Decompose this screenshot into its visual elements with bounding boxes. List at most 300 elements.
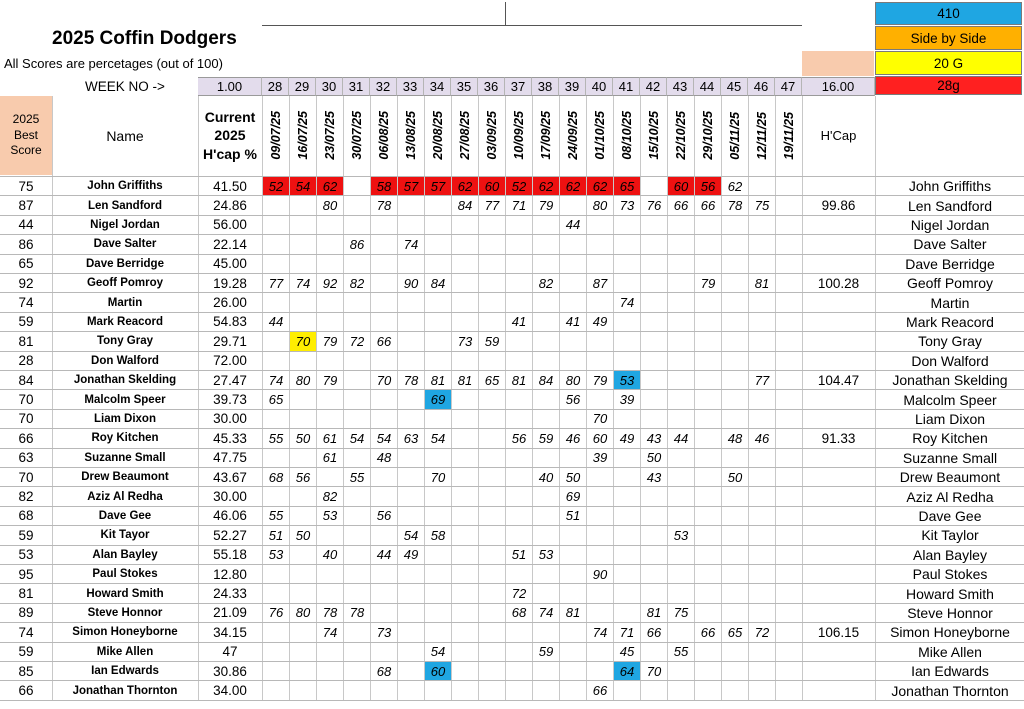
score-cell[interactable]	[560, 196, 586, 214]
score-cell[interactable]	[452, 565, 478, 583]
week-number[interactable]: 42	[640, 77, 667, 96]
score-cell[interactable]	[776, 177, 802, 195]
score-cell[interactable]	[560, 449, 586, 467]
score-cell[interactable]: 74	[295, 275, 311, 291]
player-name-right-cell[interactable]: Mark Reacord	[906, 313, 994, 330]
score-cell[interactable]	[371, 216, 397, 234]
score-cell[interactable]: 78	[322, 605, 338, 621]
current-hcap-cell[interactable]: 47	[222, 644, 238, 660]
score-cell[interactable]	[614, 487, 640, 505]
current-hcap-cell[interactable]: 47.75	[213, 450, 247, 466]
score-cell[interactable]: 77	[754, 372, 770, 388]
score-cell[interactable]	[344, 546, 370, 564]
score-cell[interactable]: 78	[727, 198, 743, 214]
score-cell[interactable]	[749, 546, 775, 564]
score-cell[interactable]: 66	[592, 683, 608, 699]
score-cell[interactable]: 56	[295, 469, 311, 485]
score-cell[interactable]	[641, 235, 667, 253]
current-hcap-cell[interactable]: 55.18	[213, 547, 247, 563]
score-cell[interactable]	[479, 352, 505, 370]
score-cell[interactable]	[317, 584, 343, 602]
score-cell[interactable]	[479, 313, 505, 331]
week-number[interactable]: 33	[397, 77, 424, 96]
score-cell[interactable]	[587, 255, 613, 273]
score-cell[interactable]	[749, 332, 775, 350]
score-cell[interactable]	[641, 216, 667, 234]
score-cell[interactable]	[722, 546, 748, 564]
score-cell[interactable]	[425, 449, 451, 467]
score-cell[interactable]	[398, 584, 424, 602]
score-cell[interactable]	[479, 662, 505, 680]
score-cell[interactable]: 68	[268, 469, 284, 485]
score-cell[interactable]	[695, 410, 721, 428]
score-cell[interactable]: 49	[403, 547, 419, 563]
score-cell[interactable]	[398, 507, 424, 525]
score-cell[interactable]	[533, 255, 559, 273]
player-name-right-cell[interactable]: Dave Gee	[918, 507, 982, 524]
week-number[interactable]: 43	[667, 77, 694, 96]
score-cell[interactable]	[722, 410, 748, 428]
score-cell[interactable]: 82	[349, 275, 365, 291]
score-cell[interactable]	[371, 313, 397, 331]
player-name-right-cell[interactable]: Martin	[930, 294, 970, 311]
hcap-total-cell[interactable]: 100.28	[817, 275, 860, 291]
score-cell[interactable]	[533, 390, 559, 408]
score-cell[interactable]	[506, 255, 532, 273]
score-cell[interactable]	[776, 681, 802, 699]
score-cell[interactable]: 62	[317, 177, 343, 195]
score-cell[interactable]: 81	[457, 372, 473, 388]
score-cell[interactable]	[290, 196, 316, 214]
score-cell[interactable]	[479, 507, 505, 525]
score-cell[interactable]	[749, 352, 775, 370]
week-current[interactable]: 1.00	[198, 77, 262, 96]
player-name-cell[interactable]: Alan Bayley	[92, 548, 158, 561]
best-score-cell[interactable]: 75	[18, 178, 34, 194]
player-name-cell[interactable]: Ian Edwards	[91, 665, 159, 678]
score-cell[interactable]	[506, 449, 532, 467]
score-cell[interactable]	[344, 662, 370, 680]
score-cell[interactable]	[344, 255, 370, 273]
score-cell[interactable]	[641, 565, 667, 583]
score-cell[interactable]	[695, 507, 721, 525]
score-cell[interactable]: 74	[619, 295, 635, 311]
score-cell[interactable]: 76	[268, 605, 284, 621]
score-cell[interactable]	[695, 604, 721, 622]
best-score-cell[interactable]: 70	[18, 469, 34, 485]
score-cell[interactable]	[614, 526, 640, 544]
current-hcap-cell[interactable]: 19.28	[213, 275, 247, 291]
week-number[interactable]: 34	[424, 77, 451, 96]
score-cell[interactable]	[749, 177, 775, 195]
score-cell[interactable]: 51	[268, 527, 284, 543]
score-cell[interactable]	[290, 623, 316, 641]
score-cell[interactable]	[776, 643, 802, 661]
hcap-total-cell[interactable]	[803, 332, 874, 350]
score-cell[interactable]	[263, 255, 289, 273]
score-cell[interactable]: 49	[619, 430, 635, 446]
score-cell[interactable]	[479, 643, 505, 661]
hcap-total-cell[interactable]	[803, 352, 874, 370]
score-cell[interactable]	[506, 526, 532, 544]
score-cell[interactable]: 71	[511, 198, 527, 214]
score-cell[interactable]	[425, 584, 451, 602]
score-cell[interactable]	[290, 410, 316, 428]
score-cell[interactable]: 74	[592, 624, 608, 640]
player-name-cell[interactable]: Dave Gee	[98, 509, 152, 522]
hcap-total-cell[interactable]: 106.15	[817, 624, 860, 640]
score-cell[interactable]	[533, 352, 559, 370]
week-number[interactable]: 37	[505, 77, 532, 96]
score-cell[interactable]	[695, 371, 721, 389]
score-cell[interactable]	[290, 255, 316, 273]
score-cell[interactable]	[587, 332, 613, 350]
score-cell[interactable]	[560, 584, 586, 602]
score-cell[interactable]	[290, 565, 316, 583]
score-cell[interactable]	[452, 390, 478, 408]
score-cell[interactable]	[344, 584, 370, 602]
score-cell[interactable]	[749, 390, 775, 408]
score-cell[interactable]	[614, 546, 640, 564]
score-cell[interactable]	[479, 565, 505, 583]
score-cell[interactable]	[479, 255, 505, 273]
score-cell[interactable]	[425, 255, 451, 273]
player-name-cell[interactable]: Len Sandford	[87, 199, 163, 212]
score-cell[interactable]: 58	[430, 527, 446, 543]
score-cell[interactable]	[371, 410, 397, 428]
score-cell[interactable]: 45	[619, 644, 635, 660]
score-cell[interactable]: 63	[403, 430, 419, 446]
score-cell[interactable]	[776, 429, 802, 447]
score-cell[interactable]	[425, 352, 451, 370]
hcap-total-cell[interactable]	[803, 313, 874, 331]
week-number[interactable]: 44	[694, 77, 721, 96]
score-cell[interactable]: 86	[349, 236, 365, 252]
score-cell[interactable]	[317, 662, 343, 680]
score-cell[interactable]	[506, 274, 532, 292]
hcap-total-cell[interactable]	[803, 604, 874, 622]
hcap-total-cell[interactable]	[803, 526, 874, 544]
score-cell[interactable]	[425, 410, 451, 428]
player-name-cell[interactable]: Mark Reacord	[86, 315, 164, 328]
player-name-cell[interactable]: Martin	[107, 296, 143, 309]
current-hcap-cell[interactable]: 39.73	[213, 392, 247, 408]
score-cell[interactable]	[452, 643, 478, 661]
player-name-cell[interactable]: Howard Smith	[86, 587, 164, 600]
best-score-cell[interactable]: 70	[18, 392, 34, 408]
score-cell[interactable]: 48	[376, 450, 392, 466]
score-cell[interactable]: 66	[673, 198, 689, 214]
score-cell[interactable]: 80	[592, 198, 608, 214]
week-number[interactable]: 31	[343, 77, 370, 96]
score-cell[interactable]	[398, 468, 424, 486]
score-cell[interactable]	[533, 526, 559, 544]
score-cell[interactable]	[506, 662, 532, 680]
player-name-cell[interactable]: Liam Dixon	[94, 412, 156, 425]
score-cell[interactable]	[317, 255, 343, 273]
score-cell[interactable]	[776, 255, 802, 273]
score-cell[interactable]	[668, 274, 694, 292]
score-cell[interactable]: 48	[727, 430, 743, 446]
score-cell[interactable]	[452, 449, 478, 467]
current-hcap-cell[interactable]: 34.00	[213, 683, 247, 699]
best-score-cell[interactable]: 66	[18, 430, 34, 446]
score-cell[interactable]	[695, 255, 721, 273]
score-cell[interactable]	[695, 216, 721, 234]
score-cell[interactable]	[479, 623, 505, 641]
score-cell[interactable]	[560, 526, 586, 544]
score-cell[interactable]	[587, 390, 613, 408]
score-cell[interactable]	[749, 449, 775, 467]
score-cell[interactable]	[695, 332, 721, 350]
score-cell[interactable]	[722, 235, 748, 253]
score-cell[interactable]	[452, 274, 478, 292]
player-name-right-cell[interactable]: Suzanne Small	[902, 449, 998, 466]
score-cell[interactable]	[641, 274, 667, 292]
score-cell[interactable]	[452, 410, 478, 428]
legend-side-by-side[interactable]: Side by Side	[875, 26, 1022, 50]
score-cell[interactable]: 46	[754, 430, 770, 446]
score-cell[interactable]	[290, 449, 316, 467]
score-cell[interactable]	[506, 487, 532, 505]
score-cell[interactable]	[641, 293, 667, 311]
score-cell[interactable]	[722, 565, 748, 583]
score-cell[interactable]: 79	[700, 275, 716, 291]
best-score-cell[interactable]: 66	[18, 683, 34, 699]
score-cell[interactable]	[776, 196, 802, 214]
score-cell[interactable]	[533, 507, 559, 525]
score-cell[interactable]	[344, 623, 370, 641]
hcap-total-cell[interactable]	[803, 565, 874, 583]
player-name-cell[interactable]: Malcolm Speer	[84, 393, 166, 406]
hcap-total-cell[interactable]: 99.86	[821, 198, 856, 214]
score-cell[interactable]	[614, 274, 640, 292]
score-cell[interactable]: 74	[322, 624, 338, 640]
score-cell[interactable]	[695, 487, 721, 505]
best-score-cell[interactable]: 63	[18, 450, 34, 466]
score-cell[interactable]	[452, 507, 478, 525]
score-cell[interactable]	[290, 352, 316, 370]
score-cell[interactable]: 50	[295, 527, 311, 543]
score-cell[interactable]	[668, 507, 694, 525]
score-cell[interactable]	[263, 584, 289, 602]
player-name-right-cell[interactable]: Liam Dixon	[914, 410, 986, 427]
score-cell[interactable]	[506, 623, 532, 641]
score-cell[interactable]	[776, 352, 802, 370]
score-cell[interactable]: 65	[268, 392, 284, 408]
score-cell[interactable]	[452, 681, 478, 699]
score-cell[interactable]: 56	[695, 177, 721, 195]
legend-20g[interactable]: 20 G	[875, 51, 1022, 75]
score-cell[interactable]	[614, 410, 640, 428]
score-cell[interactable]	[695, 662, 721, 680]
score-cell[interactable]: 41	[511, 314, 527, 330]
week-total[interactable]: 16.00	[802, 77, 875, 96]
score-cell[interactable]: 70	[430, 469, 446, 485]
score-cell[interactable]	[722, 390, 748, 408]
score-cell[interactable]: 52	[506, 177, 532, 195]
score-cell[interactable]	[317, 681, 343, 699]
score-cell[interactable]	[749, 487, 775, 505]
score-cell[interactable]	[749, 410, 775, 428]
score-cell[interactable]	[506, 507, 532, 525]
score-cell[interactable]	[479, 293, 505, 311]
score-cell[interactable]	[452, 623, 478, 641]
score-cell[interactable]	[776, 371, 802, 389]
hcap-total-cell[interactable]	[803, 235, 874, 253]
score-cell[interactable]	[479, 429, 505, 447]
score-cell[interactable]	[452, 255, 478, 273]
score-cell[interactable]	[776, 313, 802, 331]
best-score-cell[interactable]: 74	[18, 624, 34, 640]
best-score-cell[interactable]: 85	[18, 663, 34, 679]
score-cell[interactable]	[371, 565, 397, 583]
score-cell[interactable]: 43	[646, 469, 662, 485]
score-cell[interactable]	[425, 332, 451, 350]
score-cell[interactable]	[695, 313, 721, 331]
score-cell[interactable]	[317, 352, 343, 370]
current-hcap-cell[interactable]: 43.67	[213, 469, 247, 485]
score-cell[interactable]	[560, 546, 586, 564]
score-cell[interactable]: 84	[430, 275, 446, 291]
score-cell[interactable]	[668, 216, 694, 234]
score-cell[interactable]	[641, 255, 667, 273]
score-cell[interactable]	[506, 681, 532, 699]
score-cell[interactable]	[452, 662, 478, 680]
current-hcap-cell[interactable]: 30.00	[213, 411, 247, 427]
score-cell[interactable]	[587, 468, 613, 486]
best-score-cell[interactable]: 59	[18, 527, 34, 543]
score-cell[interactable]: 62	[587, 177, 613, 195]
score-cell[interactable]: 39	[592, 450, 608, 466]
score-cell[interactable]	[452, 429, 478, 447]
score-cell[interactable]: 66	[646, 624, 662, 640]
score-cell[interactable]	[695, 293, 721, 311]
score-cell[interactable]	[506, 293, 532, 311]
score-cell[interactable]	[587, 643, 613, 661]
score-cell[interactable]	[452, 526, 478, 544]
score-cell[interactable]	[587, 526, 613, 544]
score-cell[interactable]	[668, 546, 694, 564]
score-cell[interactable]: 84	[538, 372, 554, 388]
score-cell[interactable]	[614, 507, 640, 525]
score-cell[interactable]	[695, 584, 721, 602]
score-cell[interactable]: 90	[403, 275, 419, 291]
score-cell[interactable]	[695, 468, 721, 486]
score-cell[interactable]: 53	[673, 527, 689, 543]
score-cell[interactable]	[614, 584, 640, 602]
hcap-total-cell[interactable]	[803, 507, 874, 525]
best-score-cell[interactable]: 53	[18, 547, 34, 563]
score-cell[interactable]	[398, 352, 424, 370]
best-score-cell[interactable]: 68	[18, 508, 34, 524]
current-hcap-cell[interactable]: 27.47	[213, 372, 247, 388]
score-cell[interactable]: 80	[295, 605, 311, 621]
score-cell[interactable]	[290, 643, 316, 661]
score-cell[interactable]	[641, 390, 667, 408]
score-cell[interactable]	[776, 662, 802, 680]
score-cell[interactable]	[614, 352, 640, 370]
score-cell[interactable]	[398, 216, 424, 234]
player-name-cell[interactable]: Roy Kitchen	[91, 432, 159, 445]
score-cell[interactable]	[371, 255, 397, 273]
score-cell[interactable]	[533, 235, 559, 253]
score-cell[interactable]	[290, 681, 316, 699]
score-cell[interactable]	[533, 623, 559, 641]
score-cell[interactable]	[749, 662, 775, 680]
hcap-total-cell[interactable]	[803, 293, 874, 311]
score-cell[interactable]	[641, 507, 667, 525]
score-cell[interactable]	[290, 584, 316, 602]
player-name-cell[interactable]: Don Walford	[91, 354, 159, 367]
score-cell[interactable]	[479, 604, 505, 622]
score-cell[interactable]	[452, 216, 478, 234]
score-cell[interactable]	[371, 352, 397, 370]
score-cell[interactable]	[425, 507, 451, 525]
score-cell[interactable]	[533, 332, 559, 350]
score-cell[interactable]	[425, 235, 451, 253]
hcap-total-cell[interactable]	[803, 177, 874, 195]
score-cell[interactable]	[776, 410, 802, 428]
score-cell[interactable]: 51	[565, 508, 581, 524]
score-cell[interactable]: 54	[290, 177, 316, 195]
week-number[interactable]: 38	[532, 77, 559, 96]
score-cell[interactable]	[668, 371, 694, 389]
hcap-total-cell[interactable]	[803, 681, 874, 699]
score-cell[interactable]	[425, 546, 451, 564]
score-cell[interactable]	[263, 487, 289, 505]
score-cell[interactable]	[263, 235, 289, 253]
score-cell[interactable]	[560, 255, 586, 273]
score-cell[interactable]	[587, 487, 613, 505]
score-cell[interactable]	[641, 313, 667, 331]
player-name-right-cell[interactable]: Simon Honeyborne	[890, 624, 1010, 641]
score-cell[interactable]	[317, 216, 343, 234]
player-name-right-cell[interactable]: Paul Stokes	[912, 566, 988, 583]
score-cell[interactable]: 62	[533, 177, 559, 195]
current-hcap-cell[interactable]: 22.14	[213, 236, 247, 252]
best-score-cell[interactable]: 59	[18, 314, 34, 330]
hcap-total-cell[interactable]	[803, 643, 874, 661]
score-cell[interactable]	[722, 449, 748, 467]
score-cell[interactable]: 79	[538, 198, 554, 214]
score-cell[interactable]	[776, 623, 802, 641]
score-cell[interactable]	[344, 196, 370, 214]
score-cell[interactable]	[560, 274, 586, 292]
score-cell[interactable]	[695, 565, 721, 583]
score-cell[interactable]	[749, 584, 775, 602]
hcap-total-cell[interactable]	[803, 216, 874, 234]
score-cell[interactable]	[533, 662, 559, 680]
score-cell[interactable]	[398, 196, 424, 214]
week-number[interactable]: 28	[262, 77, 289, 96]
score-cell[interactable]	[614, 468, 640, 486]
score-cell[interactable]	[344, 507, 370, 525]
score-cell[interactable]: 90	[592, 566, 608, 582]
score-cell[interactable]	[560, 332, 586, 350]
score-cell[interactable]: 66	[700, 198, 716, 214]
current-hcap-cell[interactable]: 72.00	[213, 353, 247, 369]
score-cell[interactable]	[695, 235, 721, 253]
score-cell[interactable]	[371, 584, 397, 602]
hcap-total-cell[interactable]: 91.33	[821, 430, 856, 446]
score-cell[interactable]	[533, 410, 559, 428]
score-cell[interactable]	[425, 623, 451, 641]
score-cell[interactable]: 51	[511, 547, 527, 563]
score-cell[interactable]	[425, 487, 451, 505]
score-cell[interactable]	[452, 584, 478, 602]
current-hcap-cell[interactable]: 56.00	[213, 217, 247, 233]
